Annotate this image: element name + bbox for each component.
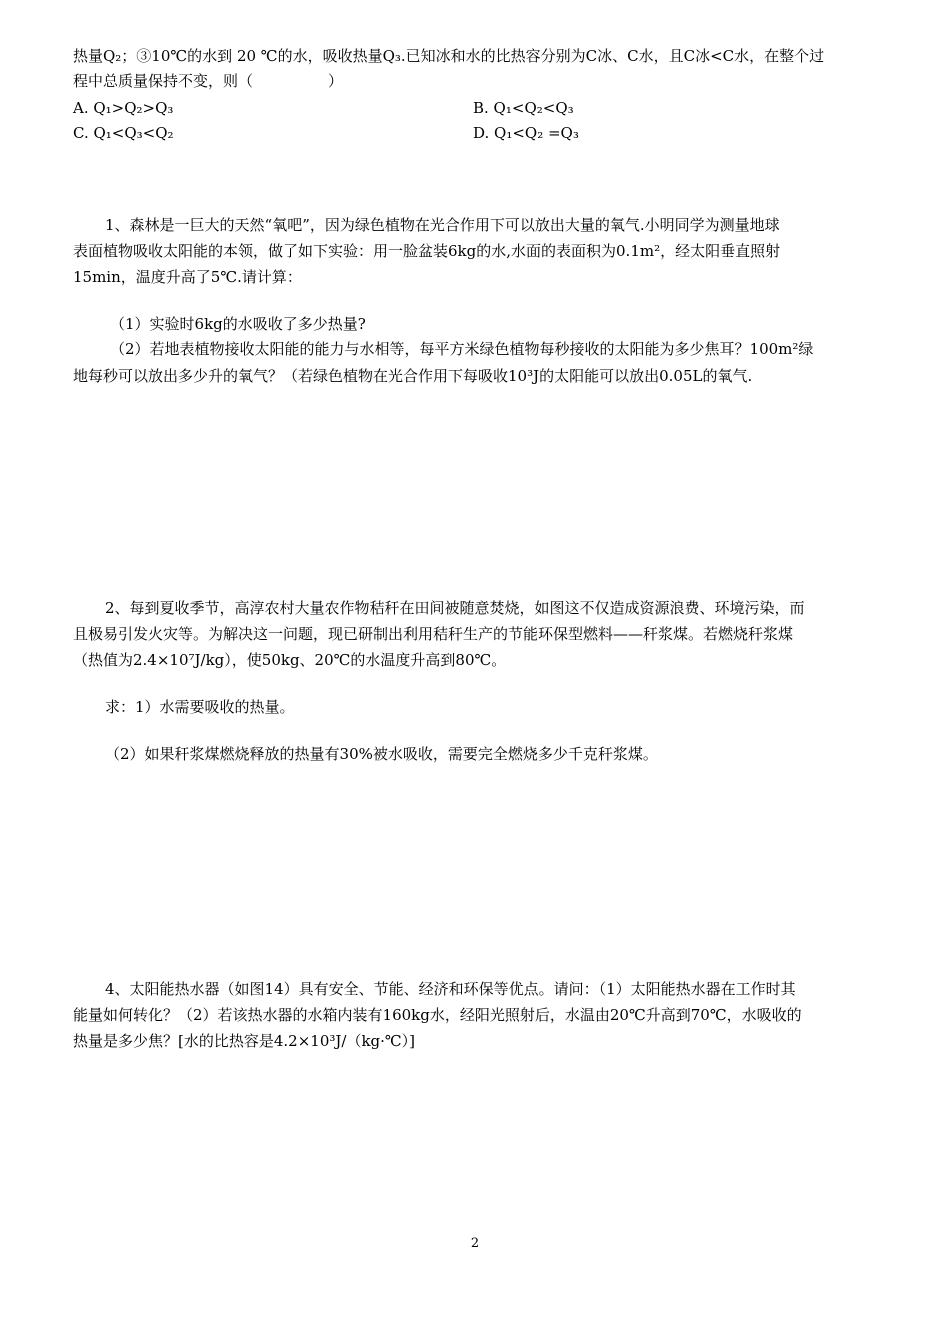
q2-line1: 2、每到夏收季节，高淳农村大量农作物秸秆在田间被随意焚烧，如图这不仅造成资源浪费、环境污染，而 (105, 599, 805, 617)
q2-line2: 且极易引发火灾等。为解决这一问题，现已研制出利用秸秆生产的节能环保型燃料——秆浆煤。若燃烧秆浆煤 (73, 625, 794, 643)
q4-line3: 热量是多少焦？[水的比热容是4.2×10³J/（kg·℃）] (73, 1032, 416, 1050)
q1-line3: 15min，温度升高了5℃.请计算： (73, 268, 302, 286)
q1-line1: 1、森林是一巨大的天然“氧吧”，因为绿色植物在光合作用下可以放出大量的氧气.小明同学为测量地球 (105, 216, 780, 234)
q2-line3: （热值为2.4×10⁷J/kg），使50kg、20℃的水温度升高到80℃。 (73, 651, 507, 669)
q1-line2: 表面植物吸收太阳能的本领，做了如下实验：用一脸盆装6kg的水,水面的表面积为0.1m²，经太阳垂直照射 (73, 242, 781, 260)
q0-option-c: C. Q₁<Q₃<Q₂ (73, 124, 174, 142)
q0-option-b: B. Q₁<Q₂<Q₃ (473, 99, 574, 117)
q0-line2: 程中总质量保持不变，则（ ） (73, 72, 344, 90)
q2-subquestion-2: （2）如果秆浆煤燃烧释放的热量有30%被水吸收，需要完全燃烧多少千克秆浆煤。 (105, 745, 658, 763)
q4-line1: 4、太阳能热水器（如图14）具有安全、节能、经济和环保等优点。请问：（1）太阳能热水器在工作时其 (105, 980, 796, 998)
q1-subquestion-2-line1: （2）若地表植物接收太阳能的能力与水相等，每平方米绿色植物每秒接收的太阳能为多少焦耳？100m²绿 (110, 340, 814, 358)
q1-subquestion-2-line2: 地每秒可以放出多少升的氧气？（若绿色植物在光合作用下每吸收10³J的太阳能可以放出0.05L的氧气. (73, 367, 753, 385)
q2-subquestion-1: 求：1）水需要吸收的热量。 (105, 698, 295, 716)
q0-line1: 热量Q₂；③10℃的水到 20 ℃的水，吸收热量Q₃.已知冰和水的比热容分别为C冰、C水，且C冰<C水，在整个过 (73, 47, 825, 65)
q4-line2: 能量如何转化？（2）若该热水器的水箱内装有160kg水，经阳光照射后，水温由20℃升高到70℃，水吸收的 (73, 1006, 802, 1024)
page-number: 2 (470, 1236, 480, 1251)
q1-subquestion-1: （1）实验时6kg的水吸收了多少热量? (110, 315, 366, 333)
q0-option-d: D. Q₁<Q₂ =Q₃ (473, 124, 579, 142)
q0-option-a: A. Q₁>Q₂>Q₃ (73, 99, 174, 117)
